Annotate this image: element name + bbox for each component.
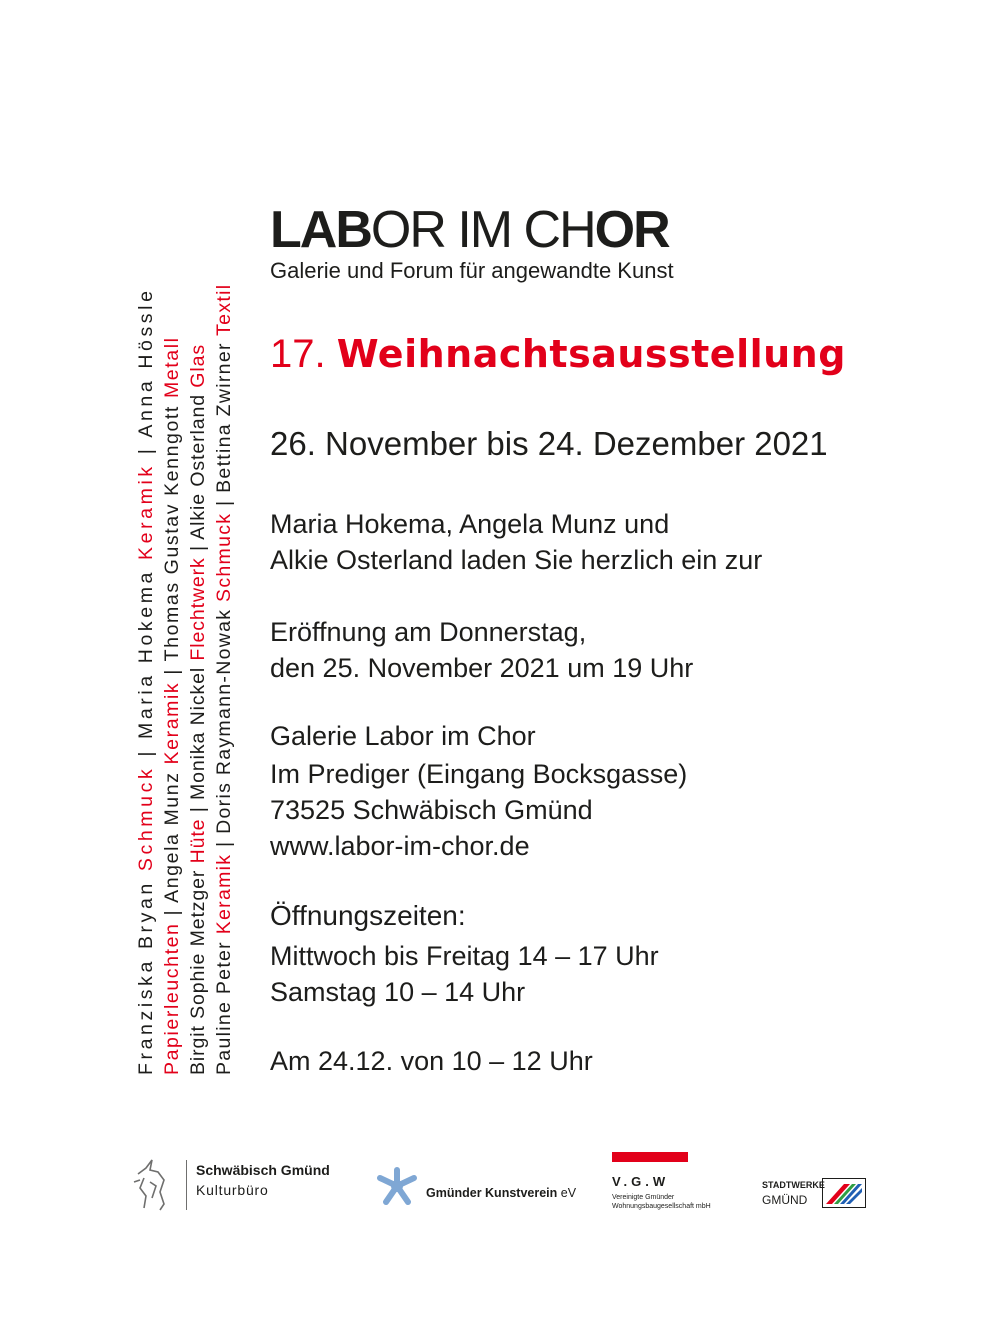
- exhibition-number: 17.: [270, 332, 326, 376]
- artist-column-1: [132, 205, 160, 1075]
- main-content: [270, 200, 970, 1076]
- artist-discipline: Schmuck: [135, 765, 157, 872]
- artist-discipline: Papierleuchten: [161, 922, 183, 1075]
- vgw-line1: Vereinigte Gmünder: [612, 1194, 675, 1201]
- hours-title: Öffnungszeiten:: [270, 900, 466, 931]
- artist-name: | Anna Hössle: [135, 287, 157, 464]
- stadtwerke-stripes-icon: [822, 1178, 866, 1208]
- artist-column-2: [158, 205, 186, 1075]
- artist-discipline: Keramik: [213, 853, 235, 935]
- exhibition-name: Weihnachtsausstellung: [336, 332, 846, 376]
- vgw-abbr: V.G.W: [612, 1174, 670, 1189]
- artist-discipline: Flechtwerk: [187, 557, 209, 661]
- invitation-text: Maria Hokema, Angela Munz und Alkie Osterland laden Sie herzlich ein zur: [270, 509, 763, 575]
- labor-im-chor-logo: LABOR IM CHOR: [270, 201, 669, 259]
- artist-discipline: Glas: [187, 344, 209, 388]
- artist-discipline: Textil: [213, 283, 235, 336]
- artist-discipline: Keramik: [161, 681, 183, 765]
- exhibition-title: [270, 332, 846, 377]
- gallery-address: [270, 718, 687, 864]
- stadtwerke-line1: STADTWERKE: [762, 1180, 825, 1190]
- artist-name: Birgit Sophie Metzger: [187, 863, 209, 1075]
- artist-discipline: Schmuck: [213, 512, 235, 602]
- artist-name: Franziska Bryan: [135, 871, 157, 1075]
- artist-discipline: Metall: [161, 336, 183, 399]
- gmuend-dept: Kulturbüro: [196, 1182, 269, 1198]
- artist-discipline: Keramik: [135, 463, 157, 560]
- artist-name: | Alkie Osterland: [187, 387, 209, 558]
- opening-hours: Öffnungszeiten: Mittwoch bis Freitag 14 – 17 Uhr Samstag 10 – 14 Uhr: [270, 900, 659, 1007]
- gmuend-name: Schwäbisch Gmünd: [196, 1162, 330, 1178]
- kunstverein-name: Gmünder Kunstverein: [426, 1186, 558, 1200]
- artist-name: | Thomas Gustav Kenngott: [161, 398, 183, 682]
- gallery-city: 73525 Schwäbisch Gmünd: [270, 795, 593, 825]
- subtitle: Galerie und Forum für angewandte Kunst: [270, 258, 674, 283]
- artist-column-4: [210, 205, 238, 1075]
- gallery-name: Galerie Labor im Chor: [270, 721, 536, 751]
- vgw-logo: [612, 1152, 722, 1218]
- artist-name: Pauline Peter: [213, 934, 235, 1075]
- exhibition-dates: 26. November bis 24. Dezember 2021: [270, 425, 828, 462]
- gmuend-kulturbuero-logo: [130, 1158, 350, 1214]
- artist-column-3: [184, 205, 212, 1075]
- kunstverein-logo: [370, 1164, 580, 1214]
- special-hours: Am 24.12. von 10 – 12 Uhr: [270, 1046, 593, 1076]
- kunstverein-figure-icon: [370, 1164, 424, 1210]
- artist-name: | Monika Nickel: [187, 660, 209, 819]
- unicorn-icon: [130, 1158, 174, 1212]
- artist-name: | Maria Hokema: [135, 559, 157, 766]
- kunstverein-suffix: eV: [560, 1186, 577, 1200]
- gallery-street: Im Prediger (Eingang Bocksgasse): [270, 759, 688, 789]
- stadtwerke-logo: [762, 1178, 872, 1214]
- artist-name: | Bettina Zwirner: [213, 335, 235, 513]
- stadtwerke-line2: GMÜND: [762, 1193, 808, 1207]
- gallery-website[interactable]: www.labor-im-chor.de: [270, 831, 530, 861]
- artist-name: | Angela Munz: [161, 764, 183, 923]
- artist-name: | Doris Raymann-Nowak: [213, 601, 235, 854]
- vgw-red-bar: [612, 1152, 688, 1162]
- sponsor-logos: [0, 1150, 1007, 1230]
- opening-text: Eröffnung am Donnerstag, den 25. November 2021 um 19 Uhr: [270, 617, 694, 683]
- vgw-line2: Wohnungsbaugesellschaft mbH: [612, 1203, 711, 1210]
- artist-discipline: Hüte: [187, 818, 209, 864]
